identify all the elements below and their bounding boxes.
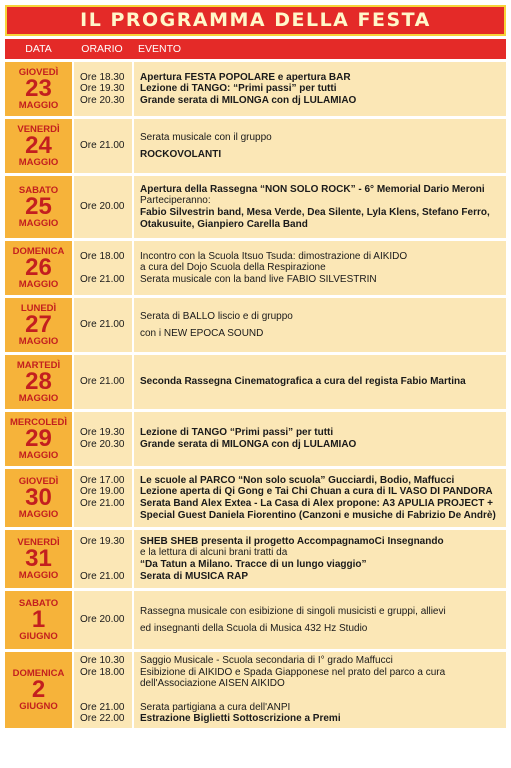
program-sheet	[5, 5, 506, 763]
event-line: Saggio Musicale - Scuola secondaria di I° grado Maffucci	[140, 655, 393, 667]
time-cell	[72, 176, 132, 238]
event-line: “Da Tatun a Milano. Tracce di un lungo viaggio”	[140, 559, 367, 570]
event-line: Apertura FESTA POPOLARE e apertura BAR	[140, 71, 351, 83]
event-cell	[132, 176, 506, 238]
time-entry: Ore 21.00	[80, 498, 125, 509]
event-line: a cura del Dojo Scuola della Respirazione	[140, 262, 326, 274]
time-entry: Ore 22.00	[80, 713, 125, 725]
time-cell	[72, 241, 132, 295]
time-cell	[72, 62, 132, 116]
time-entry: Ore 18.30	[80, 71, 125, 83]
event-line: Rassegna musicale con esibizione di singoli musicisti e gruppi, allievi	[140, 605, 446, 617]
date-cell	[5, 469, 72, 527]
date-cell	[5, 298, 72, 352]
event-cell	[132, 469, 506, 527]
column-header-date: DATA	[25, 43, 52, 55]
time-entry: Ore 21.00	[80, 701, 125, 713]
event-line: Serata di MUSICA RAP	[140, 570, 248, 582]
weekday-label: SABATO	[18, 185, 59, 196]
time-cell	[72, 298, 132, 352]
day-row	[5, 652, 506, 728]
day-row	[5, 412, 506, 466]
day-row	[5, 530, 506, 588]
table-header	[5, 39, 506, 59]
event-line: Serata musicale con il gruppo	[140, 131, 272, 143]
event-line: Otakusuite, Gianpiero Carella Band	[140, 218, 308, 230]
day-number: 2	[31, 676, 46, 703]
event-line: con i NEW EPOCA SOUND	[140, 327, 264, 339]
weekday-label: DOMENICA	[12, 668, 65, 679]
time-entry: Ore 19.00	[80, 486, 125, 498]
time-entry: Ore 20.00	[80, 614, 125, 626]
event-line: Special Guest Daniela Fiorentino (Canzoni e musiche di Fabrizio De Andrè)	[140, 509, 496, 521]
date-cell	[5, 591, 72, 649]
time-entry: Ore 20.00	[80, 201, 125, 213]
time-entry: Ore 18.00	[80, 250, 125, 262]
time-entry: Ore 21.00	[80, 319, 125, 331]
event-line: Serata musicale con la band live FABIO SILVESTRIN	[140, 273, 377, 285]
event-cell	[132, 591, 506, 649]
time-cell	[72, 412, 132, 466]
weekday-label: VENERDÌ	[17, 537, 60, 548]
column-header-event: EVENTO	[138, 43, 181, 55]
time-cell	[72, 119, 132, 173]
event-line: Esibizione di AIKIDO e Spada Giapponese nel prato del parco a cura	[140, 666, 446, 678]
event-line: Lezione aperta di Qi Gong e Tai Chi Chuan a cura di IL VASO DI PANDORA	[140, 486, 493, 498]
event-cell	[132, 530, 506, 588]
month-label: MAGGIO	[18, 393, 59, 404]
event-line: Grande serata di MILONGA con dj LULAMIAO	[140, 94, 357, 106]
month-label: MAGGIO	[18, 570, 59, 581]
month-label: MAGGIO	[18, 450, 59, 461]
time-cell	[72, 530, 132, 588]
event-line: Serata di BALLO liscio e di gruppo	[140, 310, 293, 322]
date-cell	[5, 119, 72, 173]
day-number: 25	[25, 193, 52, 220]
day-number: 24	[25, 132, 52, 159]
weekday-label: DOMENICA	[12, 246, 65, 257]
time-entry: Ore 20.30	[80, 94, 125, 106]
day-number: 26	[25, 254, 52, 281]
time-entry: Ore 21.00	[80, 273, 125, 285]
weekday-label: VENERDÌ	[17, 124, 60, 135]
day-row	[5, 298, 506, 352]
date-cell	[5, 412, 72, 466]
month-label: MAGGIO	[18, 279, 59, 290]
weekday-label: GIOVEDÌ	[18, 476, 59, 487]
weekday-label: LUNEDÌ	[20, 303, 57, 314]
time-entry: Ore 19.30	[80, 83, 125, 95]
day-row	[5, 119, 506, 173]
event-cell	[132, 241, 506, 295]
event-line: Serata partigiana a cura dell'ANPI	[140, 701, 291, 713]
time-entry: Ore 18.00	[80, 666, 125, 678]
day-number: 31	[25, 545, 52, 572]
month-label: MAGGIO	[18, 509, 59, 520]
date-cell	[5, 241, 72, 295]
date-cell	[5, 62, 72, 116]
event-cell	[132, 412, 506, 466]
event-cell	[132, 355, 506, 409]
page-title: IL PROGRAMMA DELLA FESTA	[5, 5, 506, 36]
time-entry: Ore 21.00	[80, 376, 125, 388]
time-entry: Ore 21.00	[80, 140, 125, 152]
event-line: SHEB SHEB presenta il progetto AccompagnamoCi Insegnando	[140, 535, 444, 547]
date-cell	[5, 652, 72, 728]
column-header-time: ORARIO	[81, 43, 123, 55]
day-row	[5, 469, 506, 527]
date-cell	[5, 530, 72, 588]
day-row	[5, 62, 506, 116]
event-cell	[132, 119, 506, 173]
event-line: dell'Associazione AISEN AIKIDO	[140, 678, 285, 690]
event-line: Incontro con la Scuola Itsuo Tsuda: dimostrazione di AIKIDO	[140, 250, 408, 262]
event-cell	[132, 652, 506, 728]
time-entry: Ore 10.30	[80, 655, 125, 667]
month-label: MAGGIO	[18, 157, 59, 168]
weekday-label: GIOVEDÌ	[18, 67, 59, 78]
weekday-label: MERCOLEDÌ	[10, 417, 67, 428]
month-label: GIUGNO	[19, 631, 58, 642]
month-label: MAGGIO	[18, 336, 59, 347]
day-number: 23	[25, 75, 52, 102]
day-number: 29	[25, 425, 52, 452]
day-number: 1	[31, 606, 46, 633]
event-line: Fabio Silvestrin band, Mesa Verde, Dea Silente, Lyla Klens, Stefano Ferro,	[140, 207, 490, 218]
event-line: ed insegnanti della Scuola di Musica 432 Hz Studio	[140, 622, 368, 634]
event-line: e la lettura di alcuni brani tratti da	[140, 547, 288, 559]
event-line: ROCKOVOLANTI	[140, 148, 222, 160]
event-line: Parteciperanno:	[140, 195, 211, 207]
day-row	[5, 591, 506, 649]
event-line: Estrazione Biglietti Sottoscrizione a Premi	[140, 713, 341, 725]
event-cell	[132, 298, 506, 352]
time-entry: Ore 21.00	[80, 570, 125, 582]
date-cell	[5, 355, 72, 409]
date-cell	[5, 176, 72, 238]
month-label: GIUGNO	[19, 701, 58, 712]
time-cell	[72, 591, 132, 649]
time-entry: Ore 19.30	[80, 427, 125, 439]
day-number: 27	[25, 311, 52, 338]
event-line: Grande serata di MILONGA con dj LULAMIAO	[140, 439, 357, 450]
day-row	[5, 355, 506, 409]
time-cell	[72, 652, 132, 728]
event-line: Serata Band Alex Extea - La Casa di Alex propone: A3 APULIA PROJECT +	[140, 498, 493, 509]
event-line: Apertura della Rassegna “NON SOLO ROCK” - 6° Memorial Dario Meroni	[140, 183, 485, 195]
weekday-label: MARTEDÌ	[16, 360, 61, 371]
month-label: MAGGIO	[18, 100, 59, 111]
event-line: Lezione di TANGO “Primi passi” per tutti	[140, 427, 334, 439]
month-label: MAGGIO	[18, 218, 59, 229]
day-row	[5, 241, 506, 295]
time-cell	[72, 355, 132, 409]
time-entry: Ore 19.30	[80, 535, 125, 547]
event-line: Le scuole al PARCO “Non solo scuola” Gucciardi, Bodio, Maffucci	[140, 474, 455, 486]
event-line: Seconda Rassegna Cinematografica a cura del regista Fabio Martina	[140, 376, 466, 388]
event-cell	[132, 62, 506, 116]
day-row	[5, 176, 506, 238]
time-entry: Ore 17.00	[80, 474, 125, 486]
time-entry: Ore 20.30	[80, 439, 125, 450]
event-line: Lezione di TANGO: “Primi passi” per tutti	[140, 83, 337, 95]
day-number: 30	[25, 484, 52, 511]
day-number: 28	[25, 368, 52, 395]
weekday-label: SABATO	[18, 598, 59, 609]
time-cell	[72, 469, 132, 527]
